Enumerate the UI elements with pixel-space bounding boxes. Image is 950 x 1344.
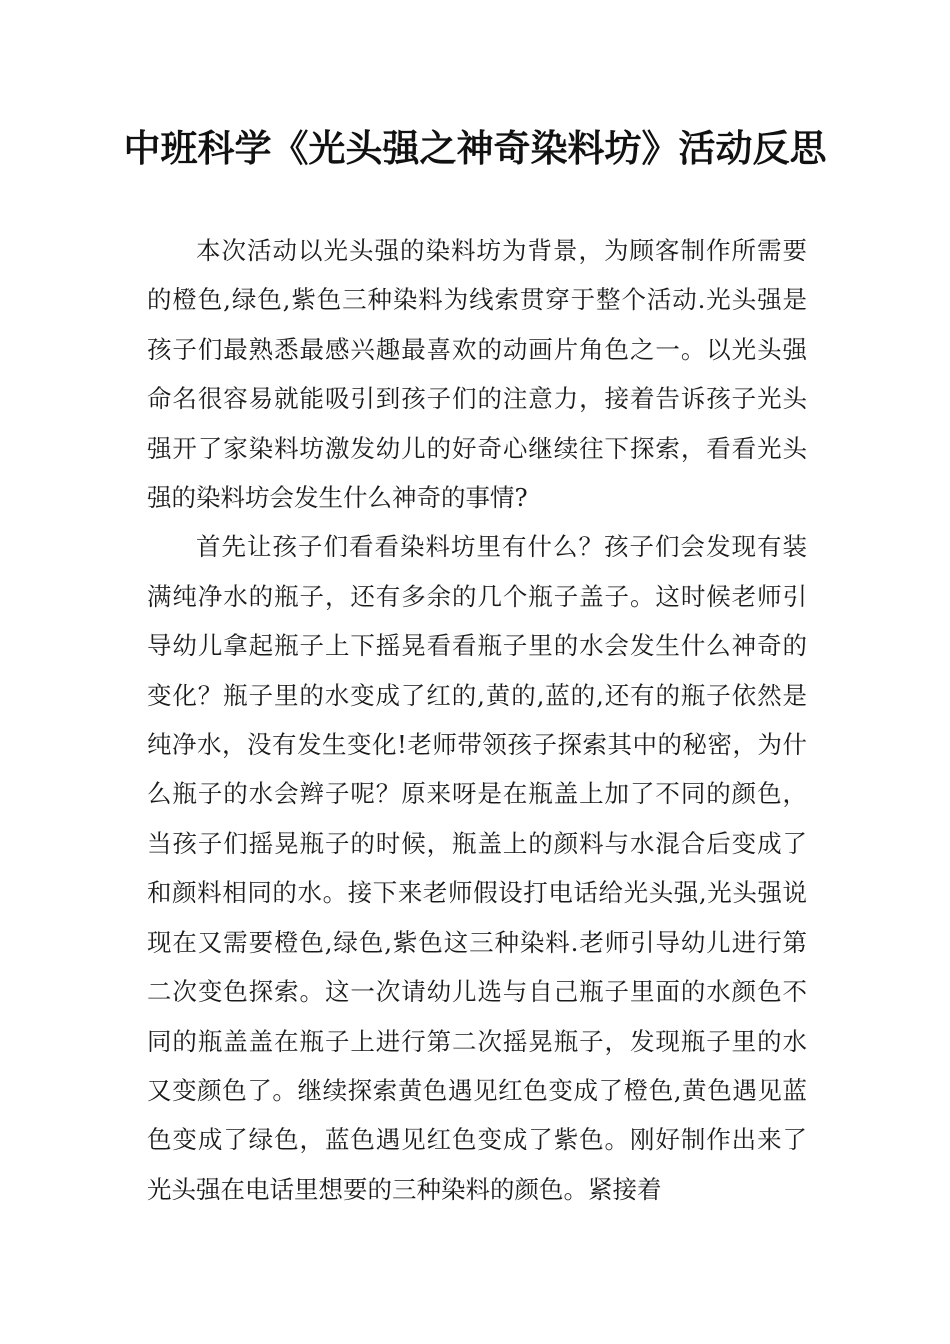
- paragraph-2: 首先让孩子们看看染料坊里有什么？孩子们会发现有装满纯净水的瓶子，还有多余的几个瓶子盖子。这时候老师引导幼儿拿起瓶子上下摇晃看看瓶子里的水会发生什么神奇的变化？瓶子里的水变成了红的,黄的,蓝的,还有的瓶子依然是纯净水，没有发生变化!老师带领孩子探索其中的秘密，为什么瓶子的水会辫子呢？原来呀是在瓶盖上加了不同的颜色，当孩子们摇晃瓶子的时候，瓶盖上的颜料与水混合后变成了和颜料相同的水。接下来老师假设打电话给光头强,光头强说现在又需要橙色,绿色,紫色这三种染料.老师引导幼儿进行第二次变色探索。这一次请幼儿选与自己瓶子里面的水颜色不同的瓶盖盖在瓶子上进行第二次摇晃瓶子，发现瓶子里的水又变颜色了。继续探索黄色遇见红色变成了橙色,黄色遇见蓝色变成了绿色，蓝色遇见红色变成了紫色。刚好制作出来了光头强在电话里想要的三种染料的颜色。紧接着: [147, 532, 807, 1204]
- document-body: [147, 226, 807, 1214]
- paragraph-1: 本次活动以光头强的染料坊为背景，为顾客制作所需要的橙色,绿色,紫色三种染料为线索贯穿于整个活动.光头强是孩子们最熟悉最感兴趣最喜欢的动画片角色之一。以光头强命名很容易就能吸引到孩子们的注意力，接着告诉孩子光头强开了家染料坊激发幼儿的好奇心继续往下探索，看看光头强的染料坊会发生什么神奇的事情?: [147, 236, 807, 513]
- document-title: 中班科学《光头强之神奇染料坊》活动反思: [123, 126, 827, 170]
